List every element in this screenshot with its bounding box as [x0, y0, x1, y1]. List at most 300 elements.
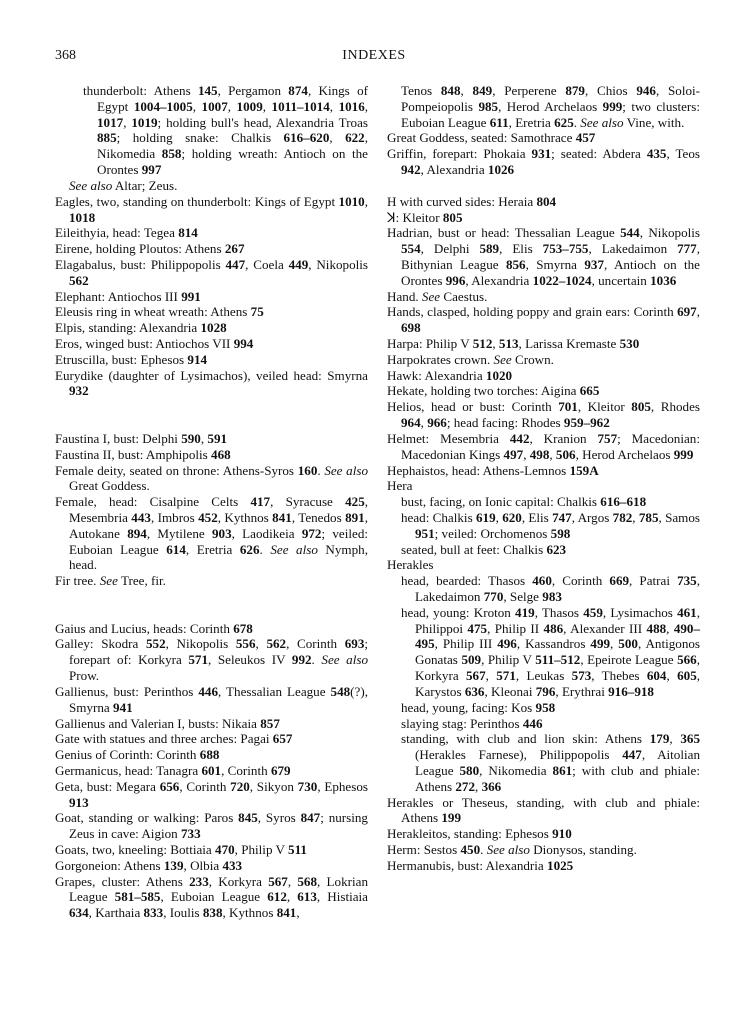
- entry-text: ,: [669, 731, 681, 747]
- entry-text: , Corinth: [551, 573, 610, 589]
- entry-text: , Erythrai: [555, 683, 609, 699]
- index-entry: [387, 795, 700, 827]
- index-entry: [387, 146, 700, 178]
- entry-text: Faustina II, bust: Amphipolis: [55, 446, 212, 462]
- coin-number: 75: [250, 304, 264, 320]
- cross-reference: See also: [486, 842, 530, 857]
- coin-number: 450: [460, 842, 481, 857]
- coin-number: 1004–1005: [133, 98, 193, 114]
- entry-text: ; veiled: Orchomenos: [434, 525, 551, 541]
- coin-number: 856: [505, 256, 526, 272]
- entry-text: ,: [460, 83, 473, 98]
- entry-text: Great Goddess, seated: Samothrace: [387, 130, 576, 146]
- entry-text: , Kleitor: [577, 399, 632, 415]
- coin-number: 417: [250, 494, 271, 510]
- index-entry: [387, 210, 700, 226]
- index-entry: [387, 826, 700, 842]
- entry-text: , Philip II: [487, 620, 544, 636]
- index-entry: [55, 684, 368, 716]
- entry-text: ,: [485, 668, 497, 684]
- coin-number: 626: [239, 541, 260, 557]
- coin-number: 435: [646, 146, 667, 162]
- entry-text: Vine, with.: [623, 114, 685, 130]
- entry-text: ; holding bull's head, Alexandria Troas: [157, 114, 369, 130]
- cross-reference: See also: [69, 177, 113, 193]
- entry-text: Hermanubis, bust: Alexandria: [387, 857, 548, 873]
- index-entry: [55, 304, 368, 320]
- entry-text: , Nikomedia: [97, 130, 368, 162]
- coin-number: 556: [235, 636, 256, 652]
- entry-text: Caestus.: [440, 288, 488, 304]
- entry-text: Elpis, standing: Alexandria: [55, 320, 201, 336]
- coin-number: 625: [554, 114, 574, 130]
- entry-text: ; forepart of: Korkyra: [69, 636, 368, 668]
- coin-number: 951: [415, 525, 435, 541]
- entry-text: , Selge: [503, 589, 543, 604]
- coin-number: 634: [69, 905, 89, 921]
- entry-text: Female deity, seated on throne: Athens-Syros: [55, 462, 298, 478]
- coin-number: 590: [181, 430, 201, 446]
- index-entry: [55, 842, 368, 858]
- entry-text: , Philip V: [234, 842, 289, 857]
- coin-number: 1019: [131, 114, 158, 130]
- entry-spacer: [55, 605, 368, 621]
- index-entry: [387, 557, 700, 573]
- index-entry: [387, 858, 700, 874]
- coin-number: 598: [550, 525, 571, 541]
- entry-text: , Thebes: [591, 668, 647, 684]
- coin-number: 1036: [650, 272, 677, 288]
- entry-text: head, young: Kroton: [401, 604, 516, 620]
- coin-number: 449: [288, 256, 309, 272]
- coin-number: 964: [401, 415, 421, 431]
- entry-text: , Autokane: [69, 509, 368, 541]
- entry-text: , Pergamon: [217, 83, 289, 98]
- coin-number: 459: [583, 604, 603, 620]
- index-entry: [387, 478, 700, 494]
- entry-text: ; head facing: Rhodes: [446, 415, 564, 431]
- entry-text: ,: [420, 415, 428, 431]
- entry-text: Eros, winged bust: Antiochos VII: [55, 336, 234, 351]
- cross-reference: See: [493, 351, 512, 367]
- coin-number: 733: [181, 826, 201, 842]
- entry-text: Tenos: [401, 83, 441, 98]
- entry-text: , Leukas: [515, 668, 572, 684]
- entry-text: Altar; Zeus.: [112, 177, 178, 193]
- entry-text: , Ephesos: [317, 778, 368, 794]
- entry-text: , Elis: [521, 509, 553, 525]
- coin-number: 777: [677, 241, 697, 257]
- coin-number: 994: [233, 336, 254, 351]
- entry-text: H with curved sides: Heraia: [387, 193, 537, 209]
- entry-text: , Kythnos: [222, 905, 277, 921]
- entry-text: , Kranion: [529, 430, 598, 446]
- coin-number: 548: [330, 683, 351, 699]
- entry-text: , uncertain: [591, 272, 651, 288]
- index-entry: [55, 463, 368, 495]
- coin-number: 1011–1014: [271, 98, 330, 114]
- entry-text: ,: [227, 98, 237, 114]
- entry-text: , Nikomedia: [479, 762, 553, 778]
- entry-text: , Perperene: [492, 83, 566, 98]
- coin-number: 446: [198, 683, 218, 699]
- coin-number: 486: [543, 620, 564, 636]
- entry-text: Hera: [387, 478, 413, 494]
- coin-number: 365: [680, 731, 701, 747]
- cross-reference: See also: [580, 114, 624, 130]
- coin-number: 490–495: [415, 620, 701, 652]
- index-entry: [387, 304, 700, 336]
- coin-number: 139: [163, 857, 184, 873]
- coin-number: 475: [467, 620, 488, 636]
- entry-text: ,: [492, 336, 499, 351]
- index-entry: [387, 463, 700, 479]
- coin-number: 601: [201, 762, 222, 778]
- entry-text: ; two clusters: Euboian League: [401, 98, 701, 130]
- index-entry: [387, 352, 700, 368]
- entry-text: , Coela: [245, 256, 289, 272]
- coin-number: 272: [455, 778, 476, 794]
- entry-text: Gallienus and Valerian I, busts: Nikaia: [55, 715, 261, 731]
- entry-text: , Korkyra: [415, 652, 700, 684]
- coin-number: 447: [225, 256, 246, 272]
- coin-number: 567: [268, 873, 288, 889]
- entry-text: Eileithyia, head: Tegea: [55, 225, 179, 241]
- index-entry: [55, 289, 368, 305]
- coin-number: 804: [536, 193, 557, 209]
- coin-number: 552: [145, 636, 166, 652]
- coin-number: 697: [677, 304, 697, 320]
- coin-number: 879: [565, 83, 585, 98]
- entry-text: Goats, two, kneeling: Bottiaia: [55, 842, 216, 857]
- entry-text: Gorgoneion: Athens: [55, 857, 164, 873]
- entry-text: , Syros: [257, 810, 301, 826]
- entry-spacer: [55, 399, 368, 415]
- index-entry: [55, 731, 368, 747]
- coin-number: 589: [479, 241, 500, 257]
- entry-text: .: [480, 842, 487, 857]
- entry-text: ,: [364, 193, 368, 209]
- coin-number: 996: [445, 272, 466, 288]
- coin-number: 1016: [338, 98, 365, 114]
- entry-text: , Lokrian League: [69, 873, 369, 905]
- entry-text: .: [317, 462, 325, 478]
- index-entry: [55, 779, 368, 811]
- entry-text: , Seleukos IV: [208, 652, 292, 668]
- entry-text: Eleusis ring in wheat wreath: Athens: [55, 304, 251, 320]
- index-subentry: [387, 573, 700, 605]
- coin-number: 1026: [487, 162, 515, 178]
- coin-number: 861: [552, 762, 573, 778]
- index-entry: [387, 383, 700, 399]
- coin-number: 145: [197, 83, 218, 98]
- entry-text: , Lysimachos: [602, 604, 678, 620]
- coin-number: 1007: [201, 98, 228, 114]
- entry-text: ,: [329, 98, 339, 114]
- entry-text: ,: [296, 905, 300, 921]
- coin-number: 544: [620, 225, 640, 241]
- index-entry: [387, 842, 700, 858]
- entry-text: Hands, clasped, holding poppy and grain ears: Corinth: [387, 304, 678, 320]
- coin-number: 665: [579, 383, 600, 399]
- entry-text: ,: [364, 98, 369, 114]
- entry-text: ,: [262, 98, 272, 114]
- entry-text: ,: [286, 889, 298, 905]
- index-subentry: [387, 700, 700, 716]
- cross-reference: See also: [321, 652, 368, 668]
- index-entry: [387, 431, 700, 463]
- index-entry: [55, 874, 368, 921]
- coin-number: 785: [638, 509, 659, 525]
- coin-number: 966: [427, 415, 447, 431]
- entry-text: , Alexandria: [420, 162, 488, 178]
- coin-number: 891: [345, 509, 365, 525]
- coin-number: 848: [440, 83, 461, 98]
- coin-number: 581–585: [114, 889, 161, 905]
- coin-number: 623: [546, 541, 567, 557]
- index-entry: [387, 130, 700, 146]
- coin-number: 992: [291, 652, 312, 668]
- coin-number: 753–755: [542, 241, 589, 257]
- coin-number: 554: [401, 241, 421, 257]
- entry-text: Griffin, forepart: Phokaia: [387, 146, 532, 162]
- entry-text: , Tenedos: [291, 509, 346, 525]
- entry-text: ; veiled: Euboian League: [69, 525, 369, 557]
- coin-number: 605: [677, 668, 697, 684]
- entry-text: , Lakedaimon: [588, 241, 678, 257]
- entry-text: ,: [255, 636, 267, 652]
- entry-text: , Patrai: [629, 573, 678, 589]
- coin-number: 636: [464, 683, 485, 699]
- coin-number: 573: [571, 668, 592, 684]
- coin-number: 720: [230, 778, 250, 794]
- entry-text: Gaius and Lucius, heads: Corinth: [55, 620, 234, 636]
- coin-number: 983: [542, 589, 562, 604]
- coin-number: 782: [612, 509, 633, 525]
- entry-text: ,: [287, 873, 298, 889]
- index-entry: [387, 194, 700, 210]
- entry-text: , Alexandria: [465, 272, 533, 288]
- index-entry: [55, 257, 368, 289]
- entry-text: Helios, head or bust: Corinth: [387, 399, 559, 415]
- entry-text: ,: [696, 304, 700, 320]
- entry-text: Hephaistos, head: Athens-Lemnos: [387, 462, 570, 478]
- coin-number: 688: [199, 747, 220, 763]
- index-entry: [387, 83, 700, 130]
- coin-number: 468: [211, 446, 231, 462]
- index-subentry: [387, 731, 700, 794]
- index-entry: [55, 636, 368, 683]
- coin-number: 496: [497, 636, 517, 652]
- entry-text: Elephant: Antiochos III: [55, 288, 182, 304]
- entry-text: ,: [549, 446, 556, 462]
- coin-number: 657: [272, 731, 293, 747]
- index-entry: [55, 810, 368, 842]
- cross-reference: See also: [324, 462, 369, 478]
- coin-number: 179: [649, 731, 670, 747]
- entry-text: ,: [192, 98, 202, 114]
- entry-text: Fir tree.: [55, 573, 100, 589]
- entry-text: , Nikopolis: [165, 636, 236, 652]
- coin-number: 805: [442, 209, 463, 225]
- entry-spacer: [55, 589, 368, 605]
- entry-text: ,: [123, 114, 132, 130]
- index-entry: [55, 368, 368, 400]
- coin-number: 571: [188, 652, 209, 668]
- coin-number: 997: [141, 162, 162, 178]
- coin-number: 511–512: [535, 652, 581, 668]
- coin-number: 497: [503, 446, 524, 462]
- entry-text: , Larissa Kremaste: [518, 336, 620, 351]
- entry-text: Eagles, two, standing on thunderbolt: Kings of Egypt: [55, 193, 339, 209]
- entry-text: , Thessalian League: [218, 683, 331, 699]
- entry-text: , Mesembria: [69, 494, 369, 525]
- entry-text: , Delphi: [420, 241, 480, 257]
- index-subentry: [55, 83, 368, 178]
- entry-text: ,: [523, 446, 530, 462]
- coin-number: 613: [297, 889, 317, 905]
- coin-number: 942: [401, 162, 421, 178]
- entry-text: Tree, fir.: [117, 573, 166, 589]
- index-entry: [55, 431, 368, 447]
- coin-number: 914: [187, 351, 208, 367]
- entry-text: Herakles: [387, 557, 434, 573]
- entry-text: , Kassandros: [516, 636, 591, 652]
- entry-text: Hekate, holding two torches: Aigina: [387, 383, 580, 399]
- coin-number: 530: [619, 336, 640, 351]
- coin-number: 946: [636, 83, 656, 98]
- coin-number: 1018: [69, 209, 96, 225]
- entry-text: , Korkyra: [208, 873, 269, 889]
- coin-number: 513: [498, 336, 519, 351]
- coin-number: 604: [646, 668, 667, 684]
- entry-text: ,: [475, 778, 482, 794]
- entry-text: , Samos: [658, 509, 700, 525]
- coin-number: 562: [266, 636, 287, 652]
- coin-number: 999: [602, 98, 623, 114]
- entry-spacer: [55, 415, 368, 431]
- index-entry: [55, 320, 368, 336]
- entry-text: , Laodikeia: [231, 525, 302, 541]
- entry-text: , Bithynian League: [401, 241, 700, 272]
- entry-text: Eirene, holding Ploutos: Athens: [55, 241, 225, 257]
- coin-number: 580: [459, 762, 480, 778]
- coin-number: 619: [475, 509, 496, 525]
- coin-number: 611: [489, 114, 509, 130]
- entry-text: thunderbolt: Athens: [83, 83, 198, 98]
- coin-number: 447: [622, 747, 642, 763]
- coin-number: 461: [677, 604, 697, 620]
- entry-text: , Rhodes: [650, 399, 700, 415]
- coin-number: 885: [97, 130, 117, 146]
- entry-text: Female, head: Cisalpine Celts: [55, 494, 251, 510]
- entry-text: ; Macedonian: Macedonian Kings: [401, 430, 700, 462]
- coin-number: 452: [198, 509, 218, 525]
- entry-text: ,: [610, 636, 619, 652]
- entry-text: , Philip V: [481, 652, 536, 668]
- entry-text: , Nikopolis: [308, 256, 368, 272]
- coin-number: 509: [461, 652, 482, 668]
- entry-text: Etruscilla, bust: Ephesos: [55, 351, 188, 367]
- coin-number: 498: [529, 446, 550, 462]
- coin-number: 845: [238, 810, 258, 826]
- coin-number: 913: [69, 794, 89, 810]
- entry-text: , Karystos: [415, 668, 701, 699]
- coin-number: 616–618: [600, 494, 647, 510]
- entry-text: Prow.: [69, 668, 100, 684]
- index-entry: [55, 447, 368, 463]
- entry-text: Helmet: Mesembria: [387, 430, 510, 446]
- coin-number: 512: [472, 336, 493, 351]
- coin-number: 446: [522, 715, 543, 731]
- coin-number: 1010: [338, 193, 365, 209]
- coin-number: 433: [222, 857, 243, 873]
- entry-text: head, young, facing: Kos: [401, 699, 536, 715]
- coin-number: 233: [189, 873, 209, 889]
- coin-number: 894: [127, 525, 147, 541]
- coin-number: 941: [113, 699, 133, 715]
- index-entry: [55, 716, 368, 732]
- index-entry: [55, 352, 368, 368]
- coin-number: 562: [69, 272, 89, 288]
- entry-text: ꓘ: Kleitor: [387, 209, 443, 225]
- entry-text: Harpa: Philip V: [387, 336, 473, 351]
- coin-number: 511: [288, 842, 307, 857]
- entry-text: , Herod Archelaos: [575, 446, 674, 462]
- entry-text: Gate with statues and three arches: Pagai: [55, 731, 273, 747]
- index-subentry: [387, 716, 700, 732]
- index-entry: [55, 858, 368, 874]
- coin-number: 1025: [547, 857, 574, 873]
- coin-number: 849: [472, 83, 493, 98]
- coin-number: 931: [531, 146, 552, 162]
- coin-number: 568: [297, 873, 318, 889]
- entry-text: , Teos: [666, 146, 700, 162]
- coin-number: 488: [646, 620, 667, 636]
- entry-text: .: [311, 652, 322, 668]
- coin-number: 916–918: [608, 683, 654, 699]
- coin-number: 796: [535, 683, 556, 699]
- entry-text: , Aitolian League: [415, 747, 700, 778]
- coin-number: 959–962: [563, 415, 610, 431]
- coin-number: 972: [301, 525, 322, 541]
- coin-number: 814: [178, 225, 198, 241]
- entry-text: , Nikopolis: [639, 225, 701, 241]
- coin-number: 1020: [485, 367, 513, 383]
- index-entry: [55, 225, 368, 241]
- coin-number: 833: [143, 905, 164, 921]
- index-entry: [387, 225, 700, 288]
- entry-text: , Argos: [571, 509, 613, 525]
- entry-text: , Antigonos Gonatas: [415, 636, 701, 668]
- entry-text: , Lakedaimon: [415, 573, 700, 604]
- entry-text: ; seated: Abdera: [551, 146, 647, 162]
- coin-number: 457: [575, 130, 596, 146]
- entry-text: Galley: Skodra: [55, 636, 146, 652]
- entry-text: head: Chalkis: [401, 509, 476, 525]
- coin-number: 1022–1024: [532, 272, 592, 288]
- coin-number: 999: [673, 446, 694, 462]
- coin-number: 620: [502, 509, 522, 525]
- entry-text: Goat, standing or walking: Paros: [55, 810, 239, 826]
- coin-number: 958: [535, 699, 556, 715]
- coin-number: 1017: [97, 114, 124, 130]
- entry-text: , Kleonai: [484, 683, 536, 699]
- coin-number: 669: [609, 573, 630, 589]
- running-head: INDEXES: [342, 48, 406, 63]
- coin-number: 730: [297, 778, 318, 794]
- entry-text: , Epeirote League: [580, 652, 678, 668]
